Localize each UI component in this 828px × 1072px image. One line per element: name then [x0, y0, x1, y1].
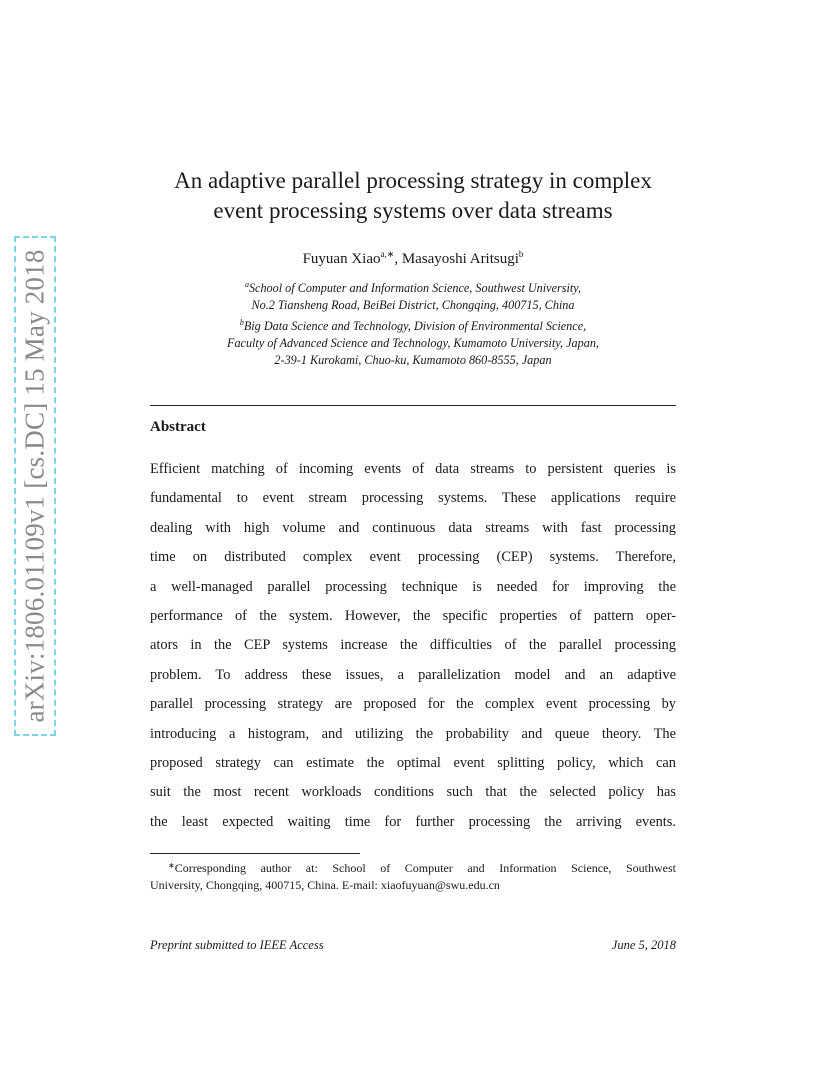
abstract-line: performance of the system. However, the specific properties of pattern oper-: [150, 607, 676, 624]
abstract-line: proposed strategy can estimate the optimal event splitting policy, which can: [150, 754, 676, 771]
affil-mark: b: [239, 318, 244, 327]
abstract-line: ators in the CEP systems increase the difficulties of the parallel processing: [150, 637, 676, 654]
footnote-line: ∗Corresponding author at: School of Computer and Information Science, Southwest: [168, 861, 676, 875]
abstract-line: dealing with high volume and continuous data streams with fast processing: [150, 519, 676, 536]
paper-title: [100, 166, 726, 226]
affiliation-line: $^b$Big Data Science and Technology, Division of Environmental Science,: [239, 318, 587, 333]
affiliation-line: No.2 Tiansheng Road, BeiBei District, Chongqing, 400715, China: [251, 298, 575, 312]
author-separator: ,: [394, 251, 402, 267]
author-name: Masayoshi Aritsugi: [401, 251, 519, 267]
footnote-mark: ∗: [168, 861, 175, 870]
footer-date: June 5, 2018: [611, 938, 676, 952]
affil-mark: a: [244, 280, 249, 289]
abstract-top-rule: [150, 405, 676, 406]
abstract-line: a well-managed parallel processing technique is needed for improving the: [150, 578, 676, 595]
author-affil-mark: b: [518, 249, 524, 259]
affiliation-line: 2-39-1 Kurokami, Chuo-ku, Kumamoto 860-8555, Japan: [274, 353, 552, 367]
arxiv-id: arXiv:1806.01109v1 [cs.DC] 15 May 2018: [19, 249, 50, 723]
title-line-1: An adaptive parallel processing strategy in complex: [174, 168, 652, 193]
footnote-rule: [150, 853, 360, 854]
affiliations: [100, 276, 726, 369]
abstract-line: parallel processing strategy are proposed for the complex event processing by: [150, 696, 676, 713]
abstract-line: problem. To address these issues, a parallelization model and an adaptive: [150, 666, 676, 683]
abstract-body: [150, 455, 676, 837]
footnote-line: University, Chongqing, 400715, China. E-mail: xiaofuyuan@swu.edu.cn: [150, 878, 500, 892]
affiliation-line: $^a$School of Computer and Information Science, Southwest University,: [244, 280, 582, 295]
abstract-heading: Abstract: [150, 419, 206, 435]
page-footer: [150, 938, 676, 953]
author-name: Fuyuan Xiao: [302, 251, 381, 267]
abstract-line: Efficient matching of incoming events of data streams to persistent queries is: [150, 461, 676, 477]
affiliation-line: Faculty of Advanced Science and Technology, Kumamoto University, Japan,: [227, 336, 599, 350]
footnote: [150, 857, 676, 894]
abstract-line: time on distributed complex event processing (CEP) systems. Therefore,: [150, 549, 676, 566]
abstract-line: the least expected waiting time for further processing the arriving events.: [150, 813, 676, 830]
author-affil-mark: a,∗: [380, 249, 395, 259]
abstract-line: suit the most recent workloads conditions such that the selected policy has: [150, 784, 676, 801]
title-line-2: event processing systems over data streams: [213, 198, 613, 223]
author-list: [100, 244, 726, 269]
abstract-line: introducing a histogram, and utilizing the probability and queue theory. The: [150, 725, 676, 742]
arxiv-side-stamp[interactable]: [14, 236, 56, 736]
footer-preprint-note: Preprint submitted to IEEE Access: [150, 938, 324, 952]
abstract-line: fundamental to event stream processing systems. These applications require: [150, 490, 676, 507]
